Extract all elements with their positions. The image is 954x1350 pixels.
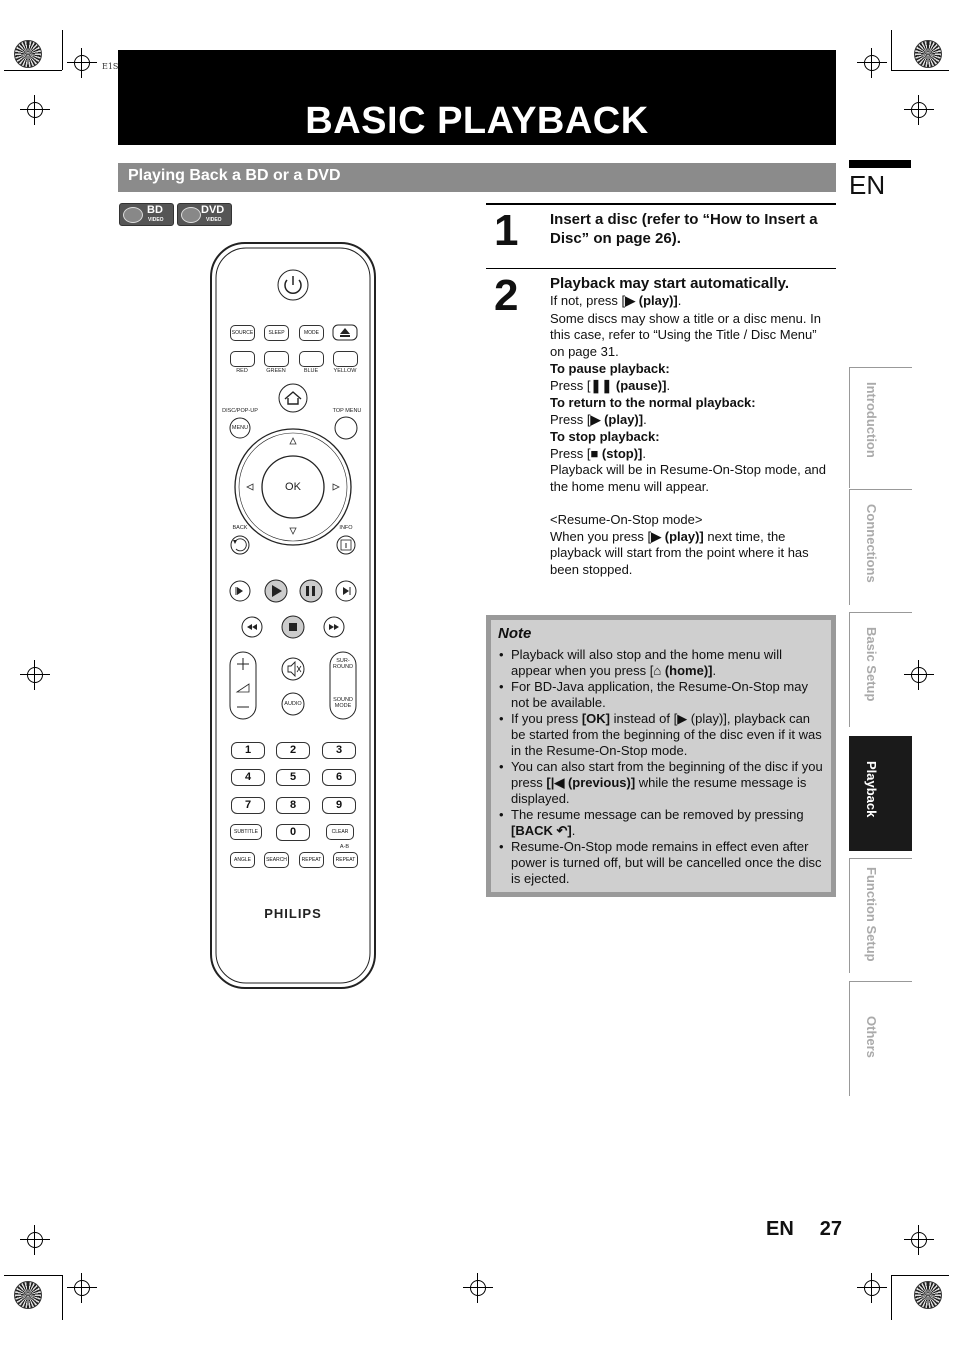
crosshair-circle-icon	[864, 55, 880, 71]
crop-line	[62, 1275, 63, 1320]
crop-line	[891, 1275, 949, 1276]
key-name: ⌂ (home)]	[653, 663, 713, 678]
note-item	[499, 679, 824, 711]
digit-3-button: 3	[322, 742, 356, 759]
digit-5-button: 5	[276, 769, 310, 786]
instruction-line	[550, 378, 830, 395]
tab-label: Connections	[864, 504, 879, 583]
step-heading: Insert a disc (refer to “How to Insert a Disc” on page 26).	[550, 211, 818, 247]
ab-label: A-B	[339, 844, 350, 850]
file-code: E1S	[102, 62, 119, 71]
step-heading: Playback may start automatically.	[550, 275, 790, 292]
ok-label: OK	[285, 481, 301, 493]
footer-lang: EN	[766, 1218, 794, 1240]
section-title: Playing Back a BD or a DVD	[128, 167, 341, 184]
disc-popup-label: DISC/POP-UP	[222, 408, 258, 414]
tab-label: Introduction	[864, 382, 879, 458]
instruction-line: Playback will be in Resume-On-Stop mode, and the home menu will appear.	[550, 462, 827, 494]
text: .	[666, 377, 671, 393]
text: The resume message can be removed by pressing	[511, 807, 804, 822]
tab-connections[interactable]	[849, 489, 912, 605]
instruction-line	[550, 529, 830, 579]
remote-control-illustration	[210, 242, 376, 989]
text: When you press [	[550, 528, 652, 544]
badge-label: DVD	[201, 204, 225, 216]
disc-icon	[181, 207, 201, 223]
yellow-label: YELLOW	[333, 368, 357, 374]
mode-button: MODE	[299, 325, 324, 341]
note-item	[499, 711, 824, 759]
crosshair-circle-icon	[911, 102, 927, 118]
section-bar	[118, 163, 836, 192]
key-name: [BACK ↶]	[511, 823, 572, 838]
crosshair-circle-icon	[74, 1280, 90, 1296]
badge-sub: VIDEO	[148, 217, 164, 223]
page-title: BASIC PLAYBACK	[305, 100, 649, 142]
key-name: ▶ (play)]	[651, 528, 704, 544]
registration-mark-icon	[14, 1281, 42, 1309]
text: .	[642, 445, 646, 461]
text: .	[677, 293, 682, 308]
crop-line	[4, 1275, 62, 1276]
tab-function-setup[interactable]	[849, 858, 912, 973]
badge-label: BD	[147, 204, 163, 216]
language-tab-label: EN	[849, 170, 886, 200]
text: .	[571, 823, 576, 838]
digit-8-button: 8	[276, 797, 310, 814]
digit-4-button: 4	[231, 769, 265, 786]
key-name: ▶ (play)]	[625, 293, 678, 308]
subtitle-button: SUBTITLE	[230, 824, 262, 840]
note-box	[486, 615, 836, 897]
crosshair-circle-icon	[470, 1280, 486, 1296]
registration-mark-icon	[914, 1281, 942, 1309]
key-name: ❚❚ (pause)]	[590, 377, 667, 393]
crosshair-circle-icon	[864, 1280, 880, 1296]
text: Playback will also stop and the home menu will appear when you press [	[511, 647, 782, 678]
text: instead of [▶ (play)], playback can be started from the beginning of the disc even if it was in the Resume-On-Stop mode.	[511, 711, 822, 758]
step-divider	[486, 203, 836, 205]
clear-button: CLEAR	[326, 824, 354, 840]
note-inner	[491, 620, 831, 892]
tab-label: Basic Setup	[864, 627, 879, 702]
note-item	[499, 839, 824, 887]
instruction-line	[550, 293, 830, 310]
instruction-line	[550, 446, 830, 463]
text: while the resume message is displayed.	[511, 775, 807, 806]
instruction-line: Some discs may show a title or a disc menu. In this case, refer to “Using the Title / Disc Menu” on page 31.	[550, 310, 821, 359]
key-name: [|◀ (previous)]	[546, 775, 636, 790]
green-label: GREEN	[266, 368, 286, 374]
crosshair-circle-icon	[27, 667, 43, 683]
blue-label: BLUE	[303, 368, 319, 374]
note-item	[499, 807, 824, 839]
key-name: ■ (stop)]	[590, 445, 643, 461]
digit-0-button: 0	[276, 824, 310, 841]
source-button: SOURCE	[230, 325, 255, 341]
key-name: [OK]	[581, 711, 610, 726]
tab-basic-setup[interactable]	[849, 612, 912, 727]
registration-mark-icon	[914, 40, 942, 68]
text: .	[712, 663, 717, 678]
crop-line	[62, 30, 63, 70]
surround-label: SUR- ROUND	[332, 658, 354, 670]
subheading-text: To pause playback:	[550, 361, 670, 376]
digit-7-button: 7	[231, 797, 265, 814]
text: Resume-On-Stop mode remains in effect even after power is turned off, but will be cancelled once the disc is ejected.	[511, 839, 822, 886]
repeat-button: REPEAT	[299, 852, 324, 868]
digit-9-button: 9	[322, 797, 356, 814]
subheading	[550, 395, 830, 412]
red-button	[230, 351, 255, 367]
disc-icon	[123, 207, 143, 223]
bd-video-badge	[119, 203, 174, 226]
note-item	[499, 647, 824, 679]
key-name: ▶ (play)]	[590, 411, 644, 427]
crop-line	[891, 1275, 892, 1320]
text: You can also start from the beginning of the disc if you press	[511, 759, 823, 790]
title-bar	[118, 50, 836, 145]
registration-mark-icon	[14, 40, 42, 68]
brand-logo: PHILIPS	[264, 906, 322, 921]
note-list	[499, 647, 824, 887]
text: .	[643, 411, 647, 427]
digit-6-button: 6	[322, 769, 356, 786]
search-button: SEARCH	[264, 852, 289, 868]
digit-1-button: 1	[231, 742, 265, 759]
subheading	[550, 429, 830, 446]
text: Press [	[550, 445, 591, 461]
step-number: 2	[494, 271, 519, 320]
crosshair-circle-icon	[27, 102, 43, 118]
text: If not, press [	[550, 293, 626, 308]
top-menu-label: TOP MENU	[332, 408, 362, 414]
tab-introduction[interactable]	[849, 367, 912, 488]
crop-line	[891, 70, 949, 71]
step-number: 1	[494, 206, 519, 255]
red-label: RED	[236, 368, 248, 374]
digit-2-button: 2	[276, 742, 310, 759]
text: Press [	[550, 411, 591, 427]
text: If you press	[511, 711, 582, 726]
dvd-video-badge	[177, 203, 232, 226]
text: next time, the playback will start from the point where it has been stopped.	[550, 528, 809, 577]
audio-label: AUDIO	[284, 701, 302, 707]
crosshair-circle-icon	[27, 1232, 43, 1248]
blue-button	[299, 351, 324, 367]
subheading	[550, 361, 830, 378]
info-label: INFO	[339, 525, 353, 531]
step-2-body	[550, 293, 830, 578]
sleep-button: SLEEP	[264, 325, 289, 341]
badge-sub: VIDEO	[206, 217, 222, 223]
crosshair-circle-icon	[911, 1232, 927, 1248]
green-button	[264, 351, 289, 367]
tab-label: Function Setup	[864, 867, 879, 962]
step-divider	[486, 268, 836, 269]
resume-heading: <Resume-On-Stop mode>	[550, 512, 703, 527]
crosshair-circle-icon	[74, 55, 90, 71]
subheading-text: To stop playback:	[550, 429, 660, 444]
crosshair-circle-icon	[911, 667, 927, 683]
back-label: BACK	[232, 525, 248, 531]
menu-label: MENU	[231, 425, 249, 431]
crop-line	[4, 70, 62, 71]
page-number: 27	[819, 1218, 843, 1240]
ab-repeat-button: REPEAT	[333, 852, 358, 868]
instruction-line	[550, 412, 830, 429]
subheading-text: To return to the normal playback:	[550, 395, 756, 410]
tab-label: Others	[864, 1016, 879, 1058]
text: For BD-Java application, the Resume-On-Stop may not be available.	[511, 679, 808, 710]
crop-line	[891, 30, 892, 70]
tab-label: Playback	[864, 761, 879, 818]
note-title: Note	[498, 625, 532, 642]
page-footer	[766, 1218, 842, 1241]
text: Press [	[550, 377, 591, 393]
angle-button: ANGLE	[230, 852, 255, 868]
language-tab-bar	[849, 160, 911, 168]
tab-others[interactable]	[849, 981, 912, 1096]
note-item	[499, 759, 824, 807]
yellow-button	[333, 351, 358, 367]
sound-mode-label: SOUND MODE	[333, 697, 353, 709]
tab-playback[interactable]	[849, 736, 912, 851]
